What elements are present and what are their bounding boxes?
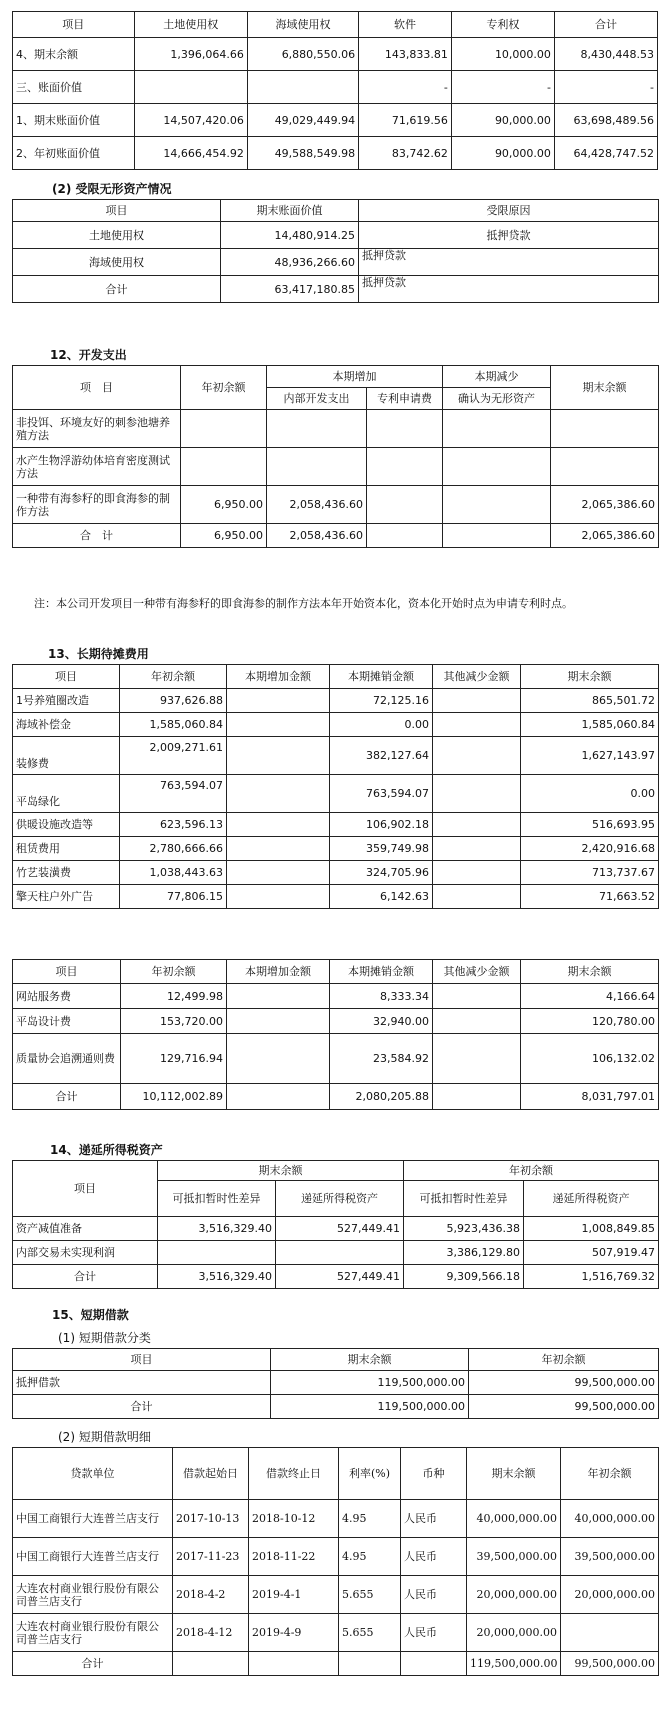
cell: 23,584.92 [330,1034,433,1084]
cell: 99,500,000.00 [561,1652,659,1676]
cell: 90,000.00 [451,104,554,137]
cell: 2,009,271.61 [120,737,227,775]
table-row [13,448,659,486]
header-cell: 项目 [13,665,120,689]
cell [158,1241,276,1265]
cell [227,1084,330,1110]
header-cell: 其他减少金额 [433,960,521,984]
cell [561,1614,659,1652]
cell: 14,480,914.25 [221,222,359,249]
table-row [13,689,659,713]
cell: 资产减值准备 [13,1217,158,1241]
header-cell: 年初余额 [120,665,227,689]
cell: 大连农村商业银行股份有限公司普兰店支行 [13,1576,173,1614]
table-row [13,137,658,170]
cell: 10,000.00 [451,38,554,71]
header-cell: 确认为无形资产 [443,388,551,410]
cell [134,71,247,104]
table-row [13,775,659,813]
cell: 3,516,329.40 [158,1265,276,1289]
cell: 1,516,769.32 [524,1265,659,1289]
cell [181,448,267,486]
table-row [13,861,659,885]
cell: 1,585,060.84 [120,713,227,737]
table-row [13,885,659,909]
header-cell: 项 目 [13,366,181,410]
cell: 71,663.52 [521,885,659,909]
cell: 6,950.00 [181,524,267,548]
table-header-row [13,1161,659,1181]
cell: 6,142.63 [330,885,433,909]
header-cell: 借款终止日 [249,1448,339,1500]
cell [433,984,521,1009]
cell: 90,000.00 [451,137,554,170]
cell: 14,666,454.92 [134,137,247,170]
table-row [13,1084,659,1110]
cell: 2,058,436.60 [267,524,367,548]
table-row [13,524,659,548]
cell: 6,950.00 [181,486,267,524]
header-cell: 期末余额 [521,960,659,984]
header-cell: 期末余额 [467,1448,561,1500]
header-cell: 软件 [359,12,452,38]
table-row [13,1614,659,1652]
cell: 4、期末余额 [13,38,135,71]
cell: 合 计 [13,524,181,548]
cell: 77,806.15 [120,885,227,909]
cell [227,689,330,713]
table-row [13,984,659,1009]
header-cell: 利率(%) [339,1448,401,1500]
table-row [13,222,659,249]
cell: 20,000,000.00 [561,1576,659,1614]
cell: 4,166.64 [521,984,659,1009]
cell: 63,417,180.85 [221,276,359,303]
cell: 1、期末账面价值 [13,104,135,137]
header-cell: 期末余额 [271,1349,469,1371]
cell: 12,499.98 [121,984,227,1009]
cell [433,737,521,775]
cell: 10,112,002.89 [121,1084,227,1110]
cell [551,410,659,448]
cell: 0.00 [330,713,433,737]
cell: 2,065,386.60 [551,486,659,524]
cell: 2019-4-9 [249,1614,339,1652]
cell: 8,031,797.01 [521,1084,659,1110]
header-cell: 专利申请费 [367,388,443,410]
table-row [13,737,659,775]
table-row [13,1009,659,1034]
cell [433,713,521,737]
cell [227,885,330,909]
cell [433,861,521,885]
header-cell: 年初余额 [469,1349,659,1371]
cell: 合计 [13,276,221,303]
cell: 0.00 [521,775,659,813]
cell [267,448,367,486]
subsection-title-classification: (1) 短期借款分类 [58,1331,151,1345]
table-row [13,104,658,137]
header-cell: 可抵扣暂时性差异 [404,1181,524,1217]
cell [433,837,521,861]
cell: 1号养殖圈改造 [13,689,120,713]
cell: 2,065,386.60 [551,524,659,548]
ltp-table-continued [12,959,659,1110]
header-cell: 币种 [401,1448,467,1500]
cell [227,984,330,1009]
table-row [13,1371,659,1395]
cell: 106,902.18 [330,813,433,837]
header-cell: 年初余额 [404,1161,659,1181]
table-row [13,38,658,71]
cell: 网站服务费 [13,984,121,1009]
cell: 119,500,000.00 [271,1395,469,1419]
subsection-title-details: (2) 短期借款明细 [58,1430,151,1444]
section-title-dta: 14、递延所得税资产 [50,1143,163,1157]
section-title-stb: 15、短期借款 [52,1308,129,1322]
table-row [13,713,659,737]
table-row [13,1395,659,1419]
cell: 5.655 [339,1614,401,1652]
section-title-restricted: (2) 受限无形资产情况 [52,182,172,196]
cell: 143,833.81 [359,38,452,71]
header-cell: 借款起始日 [173,1448,249,1500]
header-cell: 期末余额 [158,1161,404,1181]
table-header-row [13,665,659,689]
cell [247,71,358,104]
cell: 71,619.56 [359,104,452,137]
cell: 2,780,666.66 [120,837,227,861]
cell [173,1652,249,1676]
cell [367,410,443,448]
header-cell: 项目 [13,960,121,984]
cell: 6,880,550.06 [247,38,358,71]
cell: 64,428,747.52 [554,137,657,170]
table-row [13,813,659,837]
cell: 2,058,436.60 [267,486,367,524]
cell: 48,936,266.60 [221,249,359,276]
header-cell: 期末余额 [521,665,659,689]
cell: 83,742.62 [359,137,452,170]
cell: 106,132.02 [521,1034,659,1084]
section-title-dev: 12、开发支出 [50,348,127,362]
table-row [13,1576,659,1614]
cell [443,524,551,548]
cell: 人民币 [401,1614,467,1652]
cell: 三、账面价值 [13,71,135,104]
table-row [13,1538,659,1576]
cell: 527,449.41 [276,1217,404,1241]
header-cell: 年初余额 [121,960,227,984]
cell: - [554,71,657,104]
cell [227,1034,330,1084]
cell: 质量协会追溯通则费 [13,1034,121,1084]
cell: 抵押贷款 [359,222,659,249]
cell: 4.95 [339,1538,401,1576]
cell: 1,627,143.97 [521,737,659,775]
cell: 937,626.88 [120,689,227,713]
cell: 2017-10-13 [173,1500,249,1538]
header-cell: 专利权 [451,12,554,38]
cell: 20,000,000.00 [467,1614,561,1652]
cell: 合计 [13,1084,121,1110]
table-row [13,1500,659,1538]
cell: 359,749.98 [330,837,433,861]
table-row [13,1034,659,1084]
cell [267,410,367,448]
cell [276,1241,404,1265]
cell: 49,588,549.98 [247,137,358,170]
cell: 1,008,849.85 [524,1217,659,1241]
cell: 516,693.95 [521,813,659,837]
cell: 49,029,449.94 [247,104,358,137]
cell: 合计 [13,1265,158,1289]
cell: 抵押贷款 [359,249,659,276]
header-cell: 递延所得税资产 [524,1181,659,1217]
cell: 中国工商银行大连普兰店支行 [13,1538,173,1576]
cell: 8,430,448.53 [554,38,657,71]
cell: 63,698,489.56 [554,104,657,137]
cell: 99,500,000.00 [469,1371,659,1395]
table-row [13,71,658,104]
stb-classification-table [12,1348,659,1419]
cell: 40,000,000.00 [467,1500,561,1538]
dta-table [12,1160,659,1289]
cell: 382,127.64 [330,737,433,775]
cell: 一种带有海参籽的即食海参的制作方法 [13,486,181,524]
cell: - [359,71,452,104]
cell [227,1009,330,1034]
dev-note: 注：本公司开发项目一种带有海参籽的即食海参的制作方法本年开始资本化，资本化开始时点为申请专利时点。 [34,597,573,610]
cell [181,410,267,448]
dev-expenditure-table [12,365,659,548]
stb-details-table [12,1447,659,1676]
header-cell: 海域使用权 [247,12,358,38]
header-cell: 其他减少金额 [433,665,521,689]
cell: 3,386,129.80 [404,1241,524,1265]
cell: 14,507,420.06 [134,104,247,137]
cell: 32,940.00 [330,1009,433,1034]
cell: 129,716.94 [121,1034,227,1084]
cell: 507,919.47 [524,1241,659,1265]
header-cell: 递延所得税资产 [276,1181,404,1217]
cell [227,837,330,861]
header-cell: 土地使用权 [134,12,247,38]
cell: 2018-4-12 [173,1614,249,1652]
header-cell: 项目 [13,1349,271,1371]
header-cell: 内部开发支出 [267,388,367,410]
cell: 5,923,436.38 [404,1217,524,1241]
table-header-row [13,960,659,984]
table-row [13,486,659,524]
table-header-row [13,1349,659,1371]
cell: 1,038,443.63 [120,861,227,885]
table-row [13,1241,659,1265]
header-cell: 期末账面价值 [221,200,359,222]
cell [227,861,330,885]
cell [227,813,330,837]
cell: 72,125.16 [330,689,433,713]
header-cell: 可抵扣暂时性差异 [158,1181,276,1217]
cell: 水产生物浮游幼体培育密度测试方法 [13,448,181,486]
cell: 2017-11-23 [173,1538,249,1576]
cell: 2018-10-12 [249,1500,339,1538]
header-cell: 合计 [554,12,657,38]
cell: 平岛绿化 [13,775,120,813]
cell [227,713,330,737]
cell [433,813,521,837]
section-title-ltp: 13、长期待摊费用 [48,647,149,661]
table-row [13,276,659,303]
cell: 2019-4-1 [249,1576,339,1614]
table-row [13,1652,659,1676]
cell: 9,309,566.18 [404,1265,524,1289]
header-cell: 项目 [13,200,221,222]
cell [433,689,521,713]
header-cell: 受限原因 [359,200,659,222]
cell: 99,500,000.00 [469,1395,659,1419]
table-header-row [13,1448,659,1500]
cell: 装修费 [13,737,120,775]
cell: 擎天柱户外广告 [13,885,120,909]
header-cell: 年初余额 [181,366,267,410]
header-cell: 项目 [13,12,135,38]
cell: 39,500,000.00 [467,1538,561,1576]
cell: 1,396,064.66 [134,38,247,71]
cell [367,524,443,548]
cell: 中国工商银行大连普兰店支行 [13,1500,173,1538]
cell: 抵押借款 [13,1371,271,1395]
cell: 土地使用权 [13,222,221,249]
cell [367,448,443,486]
cell: 抵押贷款 [359,276,659,303]
cell: 大连农村商业银行股份有限公司普兰店支行 [13,1614,173,1652]
cell: 2018-11-22 [249,1538,339,1576]
table-header-row [13,12,658,38]
cell: 3,516,329.40 [158,1217,276,1241]
cell: 内部交易未实现利润 [13,1241,158,1265]
header-cell: 期末余额 [551,366,659,410]
cell: 39,500,000.00 [561,1538,659,1576]
header-cell: 本期摊销金额 [330,960,433,984]
cell: 20,000,000.00 [467,1576,561,1614]
cell [367,486,443,524]
cell: 527,449.41 [276,1265,404,1289]
cell [227,737,330,775]
cell: 713,737.67 [521,861,659,885]
cell: 8,333.34 [330,984,433,1009]
cell [433,885,521,909]
cell: 合计 [13,1395,271,1419]
table-header-row [13,366,659,388]
cell: 海域补偿金 [13,713,120,737]
ltp-table [12,664,659,909]
cell: 海域使用权 [13,249,221,276]
cell [443,486,551,524]
cell: 153,720.00 [121,1009,227,1034]
cell: - [451,71,554,104]
header-cell: 本期增加金额 [227,665,330,689]
cell: 4.95 [339,1500,401,1538]
cell [433,1009,521,1034]
cell [551,448,659,486]
cell [433,1084,521,1110]
cell: 763,594.07 [120,775,227,813]
header-cell: 贷款单位 [13,1448,173,1500]
cell: 租赁费用 [13,837,120,861]
cell: 1,585,060.84 [521,713,659,737]
cell: 120,780.00 [521,1009,659,1034]
restricted-assets-table [12,199,659,303]
cell: 324,705.96 [330,861,433,885]
cell [249,1652,339,1676]
table-row [13,1265,659,1289]
cell: 2018-4-2 [173,1576,249,1614]
cell: 623,596.13 [120,813,227,837]
cell [433,775,521,813]
header-cell: 本期摊销金额 [330,665,433,689]
cell: 2,080,205.88 [330,1084,433,1110]
header-cell: 年初余额 [561,1448,659,1500]
cell: 40,000,000.00 [561,1500,659,1538]
cell [401,1652,467,1676]
cell: 2,420,916.68 [521,837,659,861]
header-cell: 本期增加 [267,366,443,388]
cell: 人民币 [401,1576,467,1614]
cell: 供暖设施改造等 [13,813,120,837]
cell: 平岛设计费 [13,1009,121,1034]
cell: 非投饵、环境友好的刺参池塘养殖方法 [13,410,181,448]
cell: 763,594.07 [330,775,433,813]
table-row [13,410,659,448]
table-row [13,249,659,276]
table-row [13,837,659,861]
cell: 合计 [13,1652,173,1676]
cell: 人民币 [401,1538,467,1576]
header-cell: 本期增加金额 [227,960,330,984]
header-cell: 项目 [13,1161,158,1217]
cell: 人民币 [401,1500,467,1538]
cell [339,1652,401,1676]
header-cell: 本期减少 [443,366,551,388]
cell: 119,500,000.00 [271,1371,469,1395]
cell: 5.655 [339,1576,401,1614]
cell: 119,500,000.00 [467,1652,561,1676]
table-row [13,1217,659,1241]
cell: 竹艺装潢费 [13,861,120,885]
cell: 865,501.72 [521,689,659,713]
cell: 2、年初账面价值 [13,137,135,170]
cell [443,410,551,448]
cell [443,448,551,486]
cell [433,1034,521,1084]
intangible-assets-table [12,11,658,170]
cell [227,775,330,813]
table-header-row [13,200,659,222]
